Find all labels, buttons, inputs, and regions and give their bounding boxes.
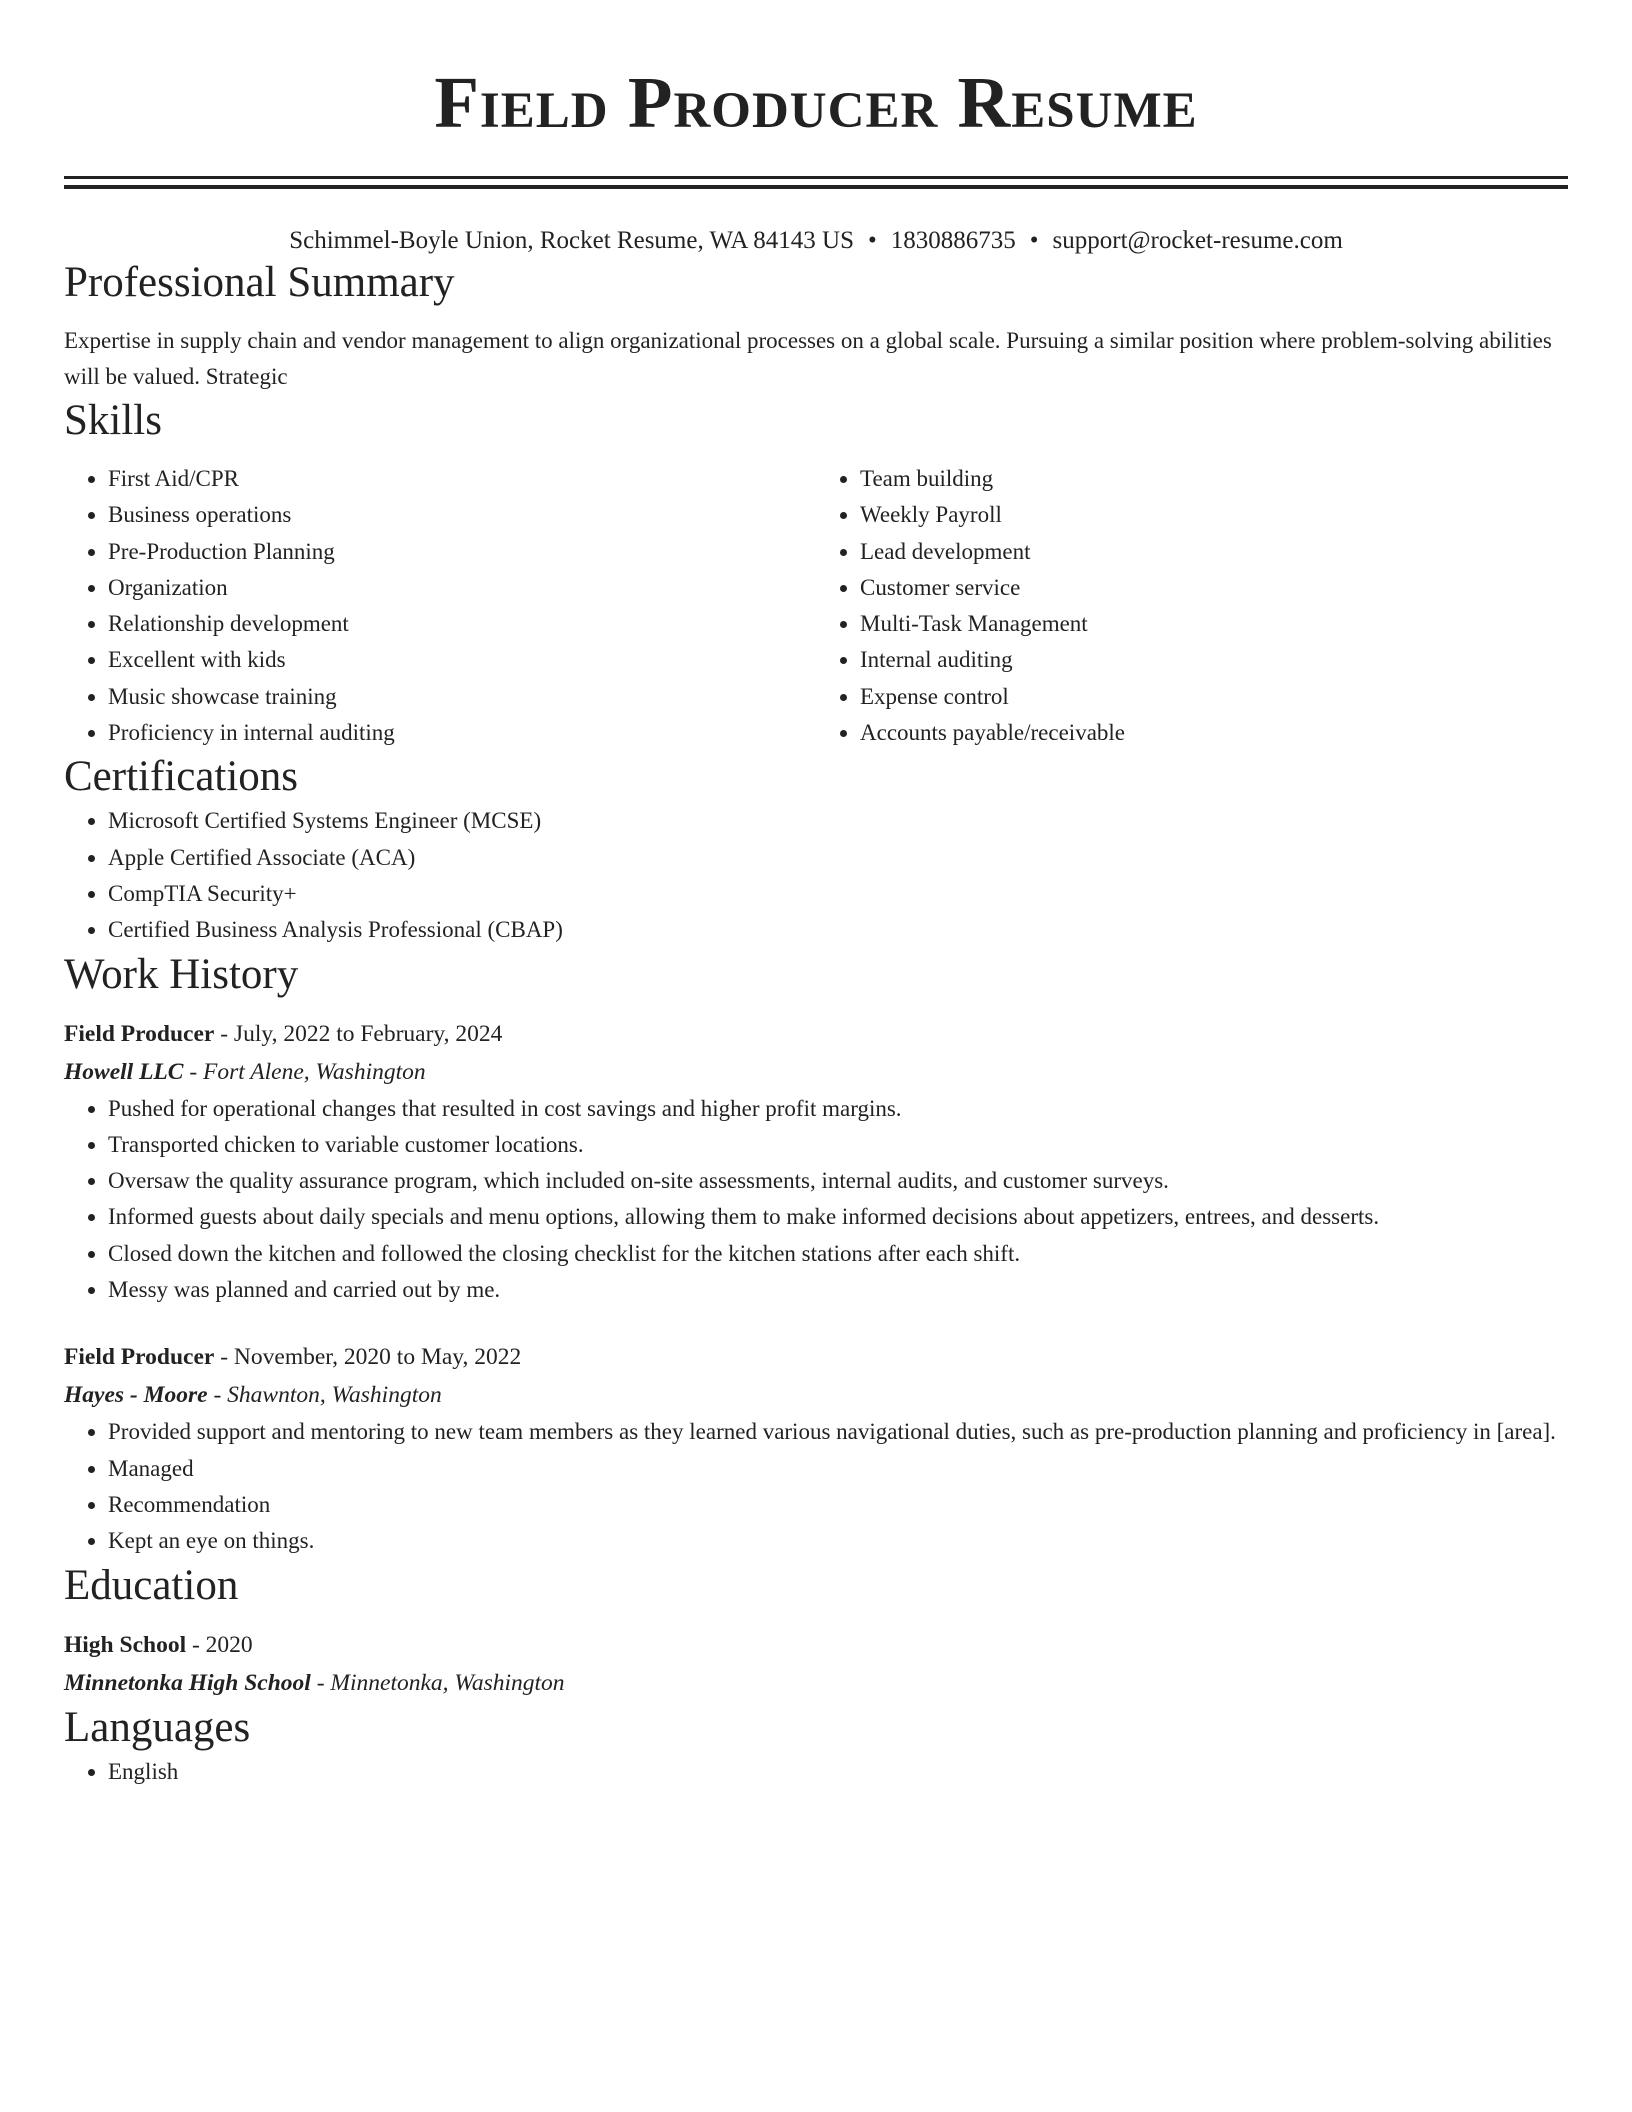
skill-item: • Team building — [860, 461, 1568, 497]
job-title: Field Producer — [64, 1344, 215, 1371]
skill-item: • First Aid/CPR — [108, 461, 816, 497]
certification-item: • Certified Business Analysis Professional (CBAP) — [108, 912, 1568, 948]
job-header — [64, 1015, 1568, 1053]
job-location: - Shawnton, Washington — [213, 1382, 442, 1409]
language-item: • English — [108, 1754, 1568, 1790]
summary-text: Expertise in supply chain and vendor management to align organizational processes on a global scale. Pursuing a similar position where problem-solving abilities will be valued. Strategic — [64, 328, 1552, 389]
title-rule-bottom — [64, 185, 1568, 189]
certification-item: • Microsoft Certified Systems Engineer (MCSE) — [108, 803, 1568, 839]
languages-heading: Languages — [64, 1703, 251, 1751]
job-bullet: • Oversaw the quality assurance program, which included on-site assessments, internal audits, and customer surveys. — [108, 1163, 1568, 1199]
education-school: Minnetonka High School — [64, 1669, 311, 1696]
job-title: Field Producer — [64, 1020, 215, 1047]
job-bullet: • Informed guests about daily specials and menu options, allowing them to make informed decisions about appetizers, entrees, and desserts. — [108, 1199, 1568, 1235]
job-bullet: • Recommendation — [108, 1487, 1568, 1523]
skill-item: • Organization — [108, 570, 816, 606]
skill-item: • Pre-Production Planning — [108, 534, 816, 570]
skill-item: • Lead development — [860, 534, 1568, 570]
skill-item: • Excellent with kids — [108, 642, 816, 678]
skill-item: • Internal auditing — [860, 642, 1568, 678]
education-institution — [64, 1664, 1568, 1702]
contact-phone: 1830886735 — [890, 227, 1016, 254]
job-dates: - November, 2020 to May, 2022 — [220, 1344, 522, 1371]
skill-item: • Multi-Task Management — [860, 606, 1568, 642]
skills-heading: Skills — [64, 397, 162, 444]
certifications-list — [64, 803, 1568, 948]
work-history-heading: Work History — [64, 950, 299, 998]
job-bullets — [64, 1091, 1568, 1309]
job-bullet: • Closed down the kitchen and followed the closing checklist for the kitchen stations after each shift. — [108, 1236, 1568, 1272]
job-bullets — [64, 1414, 1568, 1559]
job-bullet: • Kept an eye on things. — [108, 1523, 1568, 1559]
skill-item: • Expense control — [860, 679, 1568, 715]
job-employer — [64, 1053, 1568, 1091]
job-company: Hayes - Moore — [64, 1382, 208, 1409]
skill-item: • Relationship development — [108, 606, 816, 642]
education-degree: High School — [64, 1631, 187, 1658]
languages-list — [64, 1754, 1568, 1790]
skill-item: • Business operations — [108, 497, 816, 533]
job-bullet: • Managed — [108, 1451, 1568, 1487]
job-bullet: • Messy was planned and carried out by me. — [108, 1272, 1568, 1308]
job-bullet: • Pushed for operational changes that resulted in cost savings and higher profit margins. — [108, 1091, 1568, 1127]
contact-line — [64, 225, 1568, 257]
contact-separator: • — [1029, 227, 1039, 254]
job-header — [64, 1338, 1568, 1376]
education-heading: Education — [64, 1561, 239, 1609]
summary-heading: Professional Summary — [64, 259, 455, 306]
skill-item: • Proficiency in internal auditing — [108, 715, 816, 751]
certifications-heading: Certifications — [64, 753, 299, 801]
contact-separator: • — [867, 227, 877, 254]
job-bullet: • Transported chicken to variable customer locations. — [108, 1127, 1568, 1163]
resume-title: Field Producer Resume — [434, 62, 1198, 143]
education-location: - Minnetonka, Washington — [316, 1669, 565, 1696]
education-header — [64, 1626, 1568, 1664]
skills-list-left — [64, 461, 816, 751]
job-employer — [64, 1376, 1568, 1414]
skills-grid — [64, 461, 1568, 751]
certification-item: • CompTIA Security+ — [108, 876, 1568, 912]
job-bullet: • Provided support and mentoring to new team members as they learned various navigational duties, such as pre-production planning and proficiency in [area]. — [108, 1414, 1568, 1450]
job-location: - Fort Alene, Washington — [189, 1058, 426, 1085]
job-dates: - July, 2022 to February, 2024 — [220, 1020, 503, 1047]
certification-item: • Apple Certified Associate (ACA) — [108, 840, 1568, 876]
skill-item: • Customer service — [860, 570, 1568, 606]
contact-address: Schimmel-Boyle Union, Rocket Resume, WA 84143 US — [289, 227, 854, 254]
education-year: - 2020 — [191, 1631, 253, 1658]
title-rule-top — [64, 176, 1568, 179]
skills-list-right — [816, 461, 1568, 751]
job-company: Howell LLC — [64, 1058, 184, 1085]
skill-item: • Accounts payable/receivable — [860, 715, 1568, 751]
skill-item: • Music showcase training — [108, 679, 816, 715]
skill-item: • Weekly Payroll — [860, 497, 1568, 533]
contact-email[interactable]: support@rocket-resume.com — [1052, 227, 1343, 254]
